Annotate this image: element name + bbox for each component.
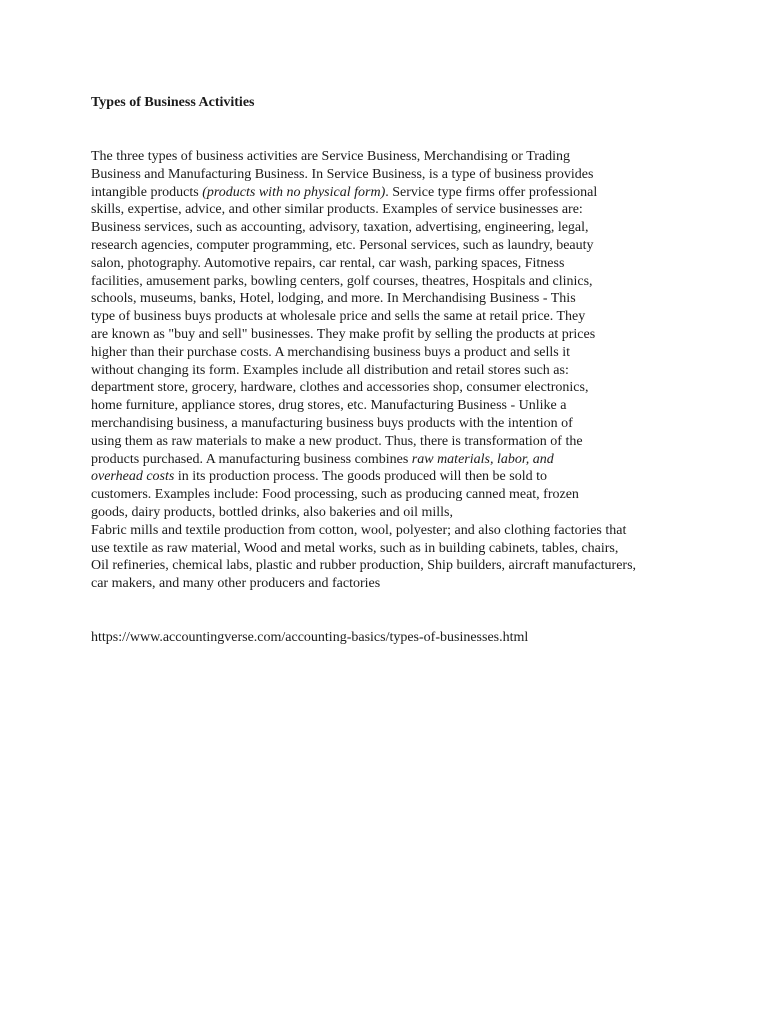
text-segment: Oil refineries, chemical labs, plastic and rubber production, Ship builders, aircraft manufacturers,: [91, 558, 637, 574]
text-segment: salon, photography. Automotive repairs, car rental, car wash, parking spaces, Fitness: [91, 255, 565, 271]
body-paragraph: [91, 148, 691, 593]
text-line: [91, 540, 691, 558]
text-line: [91, 451, 691, 469]
text-line: [91, 255, 691, 273]
text-line: [91, 504, 691, 522]
text-line: [91, 166, 691, 184]
page-title: Types of Business Activities: [91, 95, 255, 110]
text-line: [91, 486, 691, 504]
text-segment: in its production process. The goods produced will then be sold to: [174, 469, 547, 485]
text-segment: goods, dairy products, bottled drinks, also bakeries and oil mills,: [91, 504, 454, 520]
text-line: [91, 362, 691, 380]
text-segment: customers. Examples include: Food processing, such as producing canned meat, frozen: [91, 487, 579, 503]
text-line: [91, 379, 691, 397]
text-line: [91, 201, 691, 219]
text-line: [91, 219, 691, 237]
text-line: [91, 237, 691, 255]
text-line: [91, 557, 691, 575]
text-segment: Business and Manufacturing Business. In Service Business, is a type of business provides: [91, 166, 594, 182]
text-line: [91, 522, 691, 540]
text-line: [91, 148, 691, 166]
text-segment: higher than their purchase costs. A merchandising business buys a product and sells it: [91, 344, 571, 360]
source-url: https://www.accountingverse.com/accounting-basics/types-of-businesses.html: [91, 630, 529, 645]
text-line: [91, 468, 691, 486]
text-segment: products purchased. A manufacturing business combines: [91, 451, 412, 467]
text-segment: skills, expertise, advice, and other similar products. Examples of service businesses are:: [91, 202, 583, 218]
text-line: [91, 290, 691, 308]
text-line: [91, 415, 691, 433]
text-line: [91, 397, 691, 415]
text-line: [91, 344, 691, 362]
text-segment: schools, museums, banks, Hotel, lodging, and more. In Merchandising Business - This: [91, 291, 576, 307]
text-segment: facilities, amusement parks, bowling centers, golf courses, theatres, Hospitals and clinics,: [91, 273, 593, 289]
text-segment: are known as "buy and sell" businesses. They make profit by selling the products at prices: [91, 326, 596, 342]
text-segment: merchandising business, a manufacturing business buys products with the intention of: [91, 415, 573, 431]
text-segment: The three types of business activities are Service Business, Merchandising or Trading: [91, 149, 571, 164]
text-segment: Fabric mills and textile production from cotton, wool, polyester; and also clothing factories that: [91, 522, 627, 538]
text-segment: type of business buys products at wholesale price and sells the same at retail price. They: [91, 309, 586, 325]
text-segment: . Service type firms offer professional: [385, 184, 598, 200]
text-segment: car makers, and many other producers and factories: [91, 576, 381, 592]
text-segment: home furniture, appliance stores, drug stores, etc. Manufacturing Business - Unlike a: [91, 398, 567, 414]
text-segment: research agencies, computer programming, etc. Personal services, such as laundry, beauty: [91, 237, 594, 253]
text-segment: use textile as raw material, Wood and metal works, such as in building cabinets, tables, chairs,: [91, 540, 619, 556]
text-segment: using them as raw materials to make a new product. Thus, there is transformation of the: [91, 433, 583, 449]
text-segment: department store, grocery, hardware, clothes and accessories shop, consumer electronics,: [91, 380, 589, 396]
text-segment: without changing its form. Examples include all distribution and retail stores such as:: [91, 362, 569, 378]
text-line: [91, 326, 691, 344]
text-segment: Business services, such as accounting, advisory, taxation, advertising, engineering, legal,: [91, 220, 589, 236]
italic-text: raw materials, labor, and: [411, 451, 554, 467]
text-line: [91, 308, 691, 326]
text-line: [91, 184, 691, 202]
text-segment: intangible products: [91, 184, 203, 200]
italic-text: overhead costs: [91, 469, 175, 485]
italic-text: (products with no physical form): [202, 184, 386, 200]
text-line: [91, 433, 691, 451]
text-line: [91, 273, 691, 291]
text-line: [91, 575, 691, 593]
